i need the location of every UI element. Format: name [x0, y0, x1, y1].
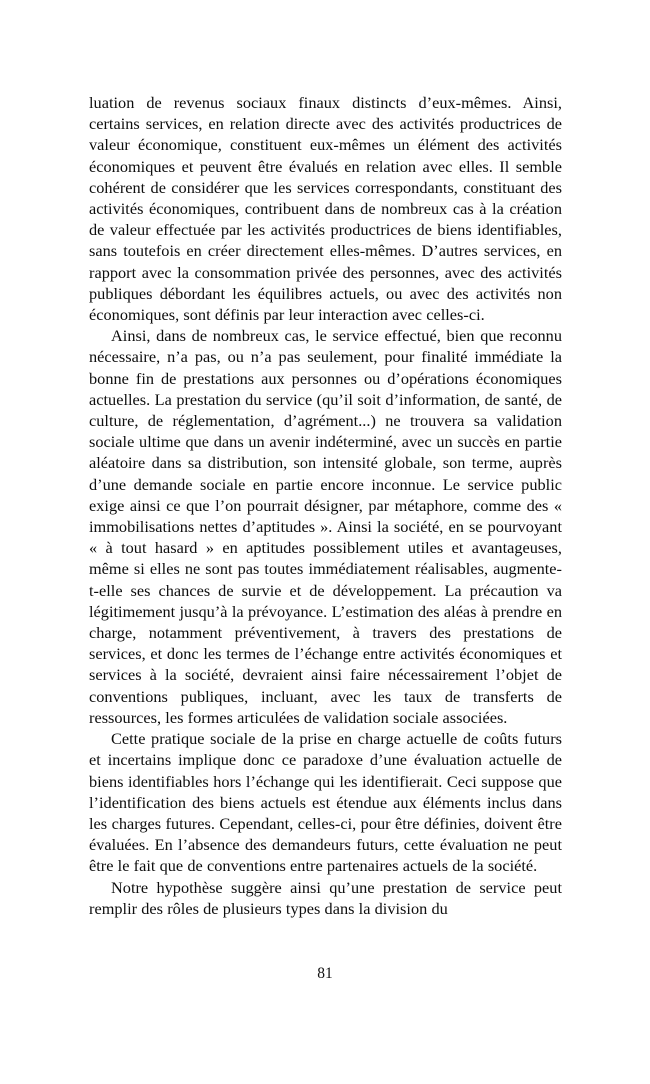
paragraph: Cette pratique sociale de la prise en charge actuelle de coûts futurs et incertains implique donc ce paradoxe d’une évaluation actuelle de biens identifiables hors l’échange qui les identifierait. Ceci suppose que l’identification des biens actuels est étendue aux éléments inclus dans les charges futures. Cependant, celles-ci, pour être définies, doivent être évaluées. En l’absence des demandeurs futurs, cette évaluation ne peut être le fait que de conventions entre partenaires actuels de la société. — [89, 729, 562, 876]
paragraph: luation de revenus sociaux finaux distincts d’eux-mêmes. Ainsi, certains services, en relation directe avec des activités productrices de valeur économique, constituent eux-mêmes un élément des activités économiques et peuvent être évalués en relation avec elles. Il semble cohérent de considérer que les services correspondants, constituant des activités économiques, contribuent dans de nombreux cas à la création de valeur effectuée par les activités productrices de biens identifiables, sans toutefois en créer directement elles-mêmes. D’autres services, en rapport avec la consommation privée des personnes, avec des activités publiques débordant les équilibres actuels, ou avec des activités non économiques, sont définis par leur interaction avec celles-ci. — [89, 93, 562, 325]
paragraph: Notre hypothèse suggère ainsi qu’une prestation de service peut remplir des rôles de plusieurs types dans la division du — [89, 877, 562, 918]
body-text-block — [89, 92, 562, 919]
page-number: 81 — [317, 965, 333, 982]
paragraph: Ainsi, dans de nombreux cas, le service effectué, bien que reconnu nécessaire, n’a pas, ou n’a pas seulement, pour finalité immédiate la bonne fin de prestations aux personnes ou d’opérations économiques actuelles. La prestation du service (qu’il soit d’information, de santé, de culture, de réglementation, d’agrément...) ne trouvera sa validation sociale ultime que dans un avenir indéterminé, avec un succès en partie aléatoire dans sa distribution, son intensité globale, son terme, auprès d’une demande sociale en partie encore inconnue. Le service public exige ainsi ce que l’on pourrait désigner, par métaphore, comme des « immobilisations nettes d’aptitudes ». Ainsi la société, en se pourvoyant « à tout hasard » en aptitudes possiblement utiles et avantageuses, même si elles ne sont pas toutes immédiatement réalisables, augmente-t-elle ses chances de survie et de développement. La précaution va légitimement jusqu’à la prévoyance. L’estimation des aléas à prendre en charge, notamment préventivement, à travers des prestations de services, et donc les termes de l’échange entre activités économiques et services à la société, devraient ainsi faire nécessairement l’objet de conventions publiques, incluant, avec les taux de transferts de ressources, les formes articulées de validation sociale associées. — [89, 326, 562, 727]
